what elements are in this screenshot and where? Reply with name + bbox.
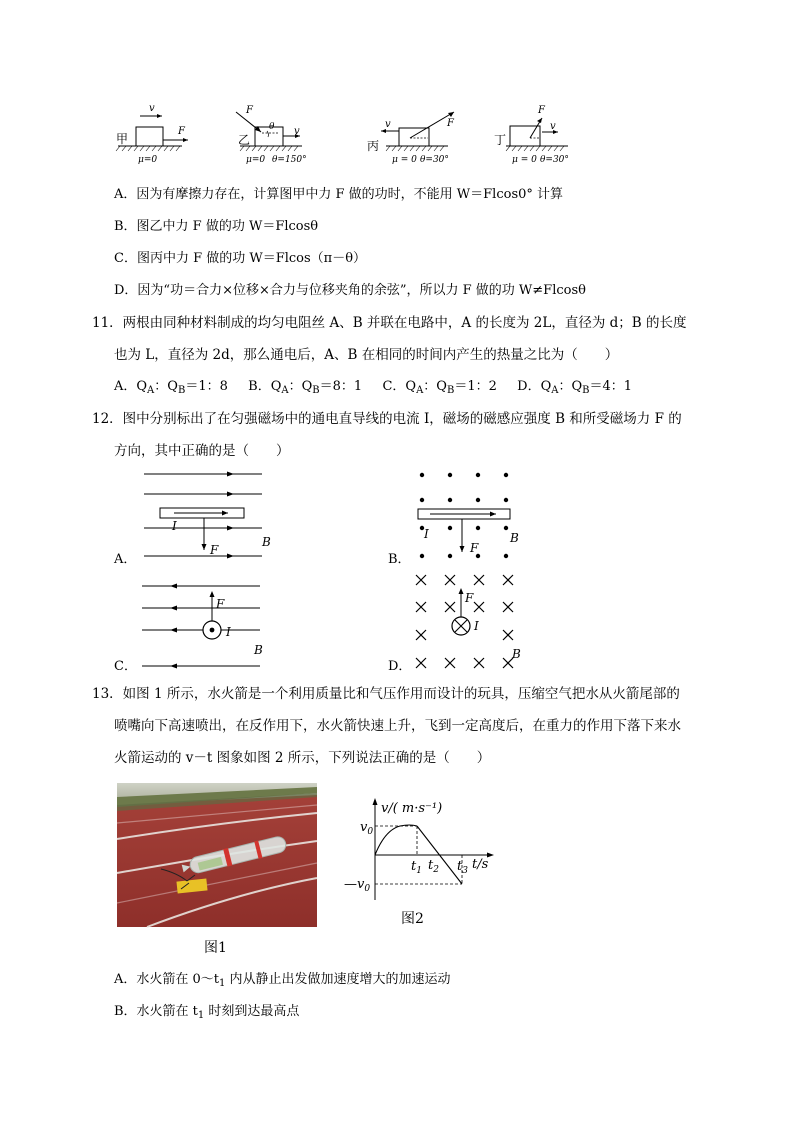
figure-jia-label: 甲 [116,132,129,146]
q12-a-I: I [172,519,177,533]
figure-yi [236,105,307,165]
figure-ding-label: 丁 [494,133,507,147]
graph-t3: $t_3$ [457,859,468,876]
q12-a-B: B [262,535,271,549]
q12-figure-a [138,466,271,566]
figure-ding [494,105,569,165]
q12-a-F: F [210,543,219,557]
q12-b-I: I [424,527,429,541]
q12-d-B: B [512,647,521,661]
q13-option-b: B．水火箭在 $t_1$ 时刻到达最高点 [114,1004,300,1021]
q11-options [114,377,632,401]
figure-ding-mu: μ = 0 [512,155,537,165]
figure-jia-F: F [178,126,185,137]
q12-c-B: B [254,643,263,657]
figure-ding-v: v [550,121,556,132]
q12-label-c: C． [114,659,137,674]
q12-figure-c [138,576,268,672]
q13-option-a: A．水火箭在 $0\sim t_1$ 内从静止出发做加速度增大的加速运动 [114,972,451,989]
figure-yi-label: 乙 [238,133,251,147]
figure-ding-theta: θ=30° [540,155,569,165]
graph-t1: $t_1$ [411,859,422,876]
q12-stem-line1: 12．图中分别标出了在匀强磁场中的通电直导线的电流 I，磁场的磁感应强度 B 和所受磁场力 F 的 [92,411,682,427]
q12-b-F: F [470,541,479,555]
q11-option-c: C．$Q_A$：$Q_B=1$：2 [382,379,497,396]
graph-ylabel: v/( m·s⁻¹) [381,801,443,816]
q12-label-b: B． [388,552,411,567]
q11-stem-line2: 也为 L，直径为 2d，那么通电后，A、B 在相同的时间内产生的热量之比为（ ） [114,347,619,363]
q10-option-a: A．因为有摩擦力存在，计算图甲中力 F 做的功时，不能用 W＝Flcos0° 计算 [114,187,564,202]
q12-label-d: D． [388,659,412,674]
q12-b-B: B [510,531,519,545]
q13-figure2-graph [338,790,498,908]
q13-stem-line3: 火箭运动的 v－t 图象如图 2 所示，下列说法正确的是（ ） [114,750,491,766]
q10-figures [110,98,580,170]
q11-option-b: B．$Q_A$：$Q_B=8$：1 [248,379,363,396]
figure-bing-label: 丙 [367,139,380,153]
figure-yi-theta: θ=150° [272,155,307,165]
graph-xlabel: t/s [472,857,489,872]
q10-option-d: D．因为“功＝合力×位移×合力与位移夹角的余弦”，所以力 F 做的功 W≠Flcosθ [114,283,586,298]
figure-jia [116,103,188,165]
figure-yi-theta-symbol: θ [269,122,275,132]
q11-stem-line1: 11．两根由同种材料制成的均匀电阻丝 A、B 并联在电路中，A 的长度为 2L，直径为 d；B 的长度 [92,315,687,331]
q12-label-a: A． [114,552,137,567]
figure-yi-F: F [246,105,253,116]
graph-neg-v0: $—v_0$ [344,877,371,894]
q12-stem-line2: 方向，其中正确的是（ ） [114,443,290,459]
q12-figure-b [412,466,532,566]
q12-d-I: I [474,619,479,633]
q12-c-F: F [216,597,225,611]
figure-ding-F: F [538,105,545,116]
q13-figure1-caption: 图1 [204,940,227,956]
q10-option-c: C．图丙中力 F 做的功 W＝Flcos（π－θ） [114,251,367,266]
q13-stem-line1: 13．如图 1 所示，水火箭是一个利用质量比和气压作用而设计的玩具，压缩空气把水从火箭尾部的 [92,686,680,702]
figure-bing-mu: μ = 0 [392,155,417,165]
figure-jia-mu: μ=0 [138,155,158,165]
q12-d-F: F [465,591,474,605]
figure-bing-F: F [447,118,454,129]
figure-bing-theta: θ=30° [420,155,449,165]
q12-figure-d [412,566,532,672]
graph-t2: $t_2$ [428,858,439,875]
figure-bing-v: v [385,119,391,130]
figure-yi-v: v [294,126,300,137]
q11-option-d: D．$Q_A$：$Q_B=4$：1 [517,379,633,396]
q12-c-I: I [226,625,231,639]
q13-figure2-caption: 图2 [401,911,424,927]
q13-figure1-photo [117,783,317,927]
q10-option-b: B．图乙中力 F 做的功 W＝Flcosθ [114,219,319,234]
graph-v0: $v_0$ [360,820,374,837]
figure-jia-v: v [149,103,155,114]
figure-bing [367,112,455,165]
figure-yi-mu: μ=0 [246,155,266,165]
q11-option-a: A．$Q_A$：$Q_B=1$：8 [114,379,228,396]
q13-stem-line2: 喷嘴向下高速喷出，在反作用下，水火箭快速上升，飞到一定高度后，在重力的作用下落下来水 [114,718,681,734]
